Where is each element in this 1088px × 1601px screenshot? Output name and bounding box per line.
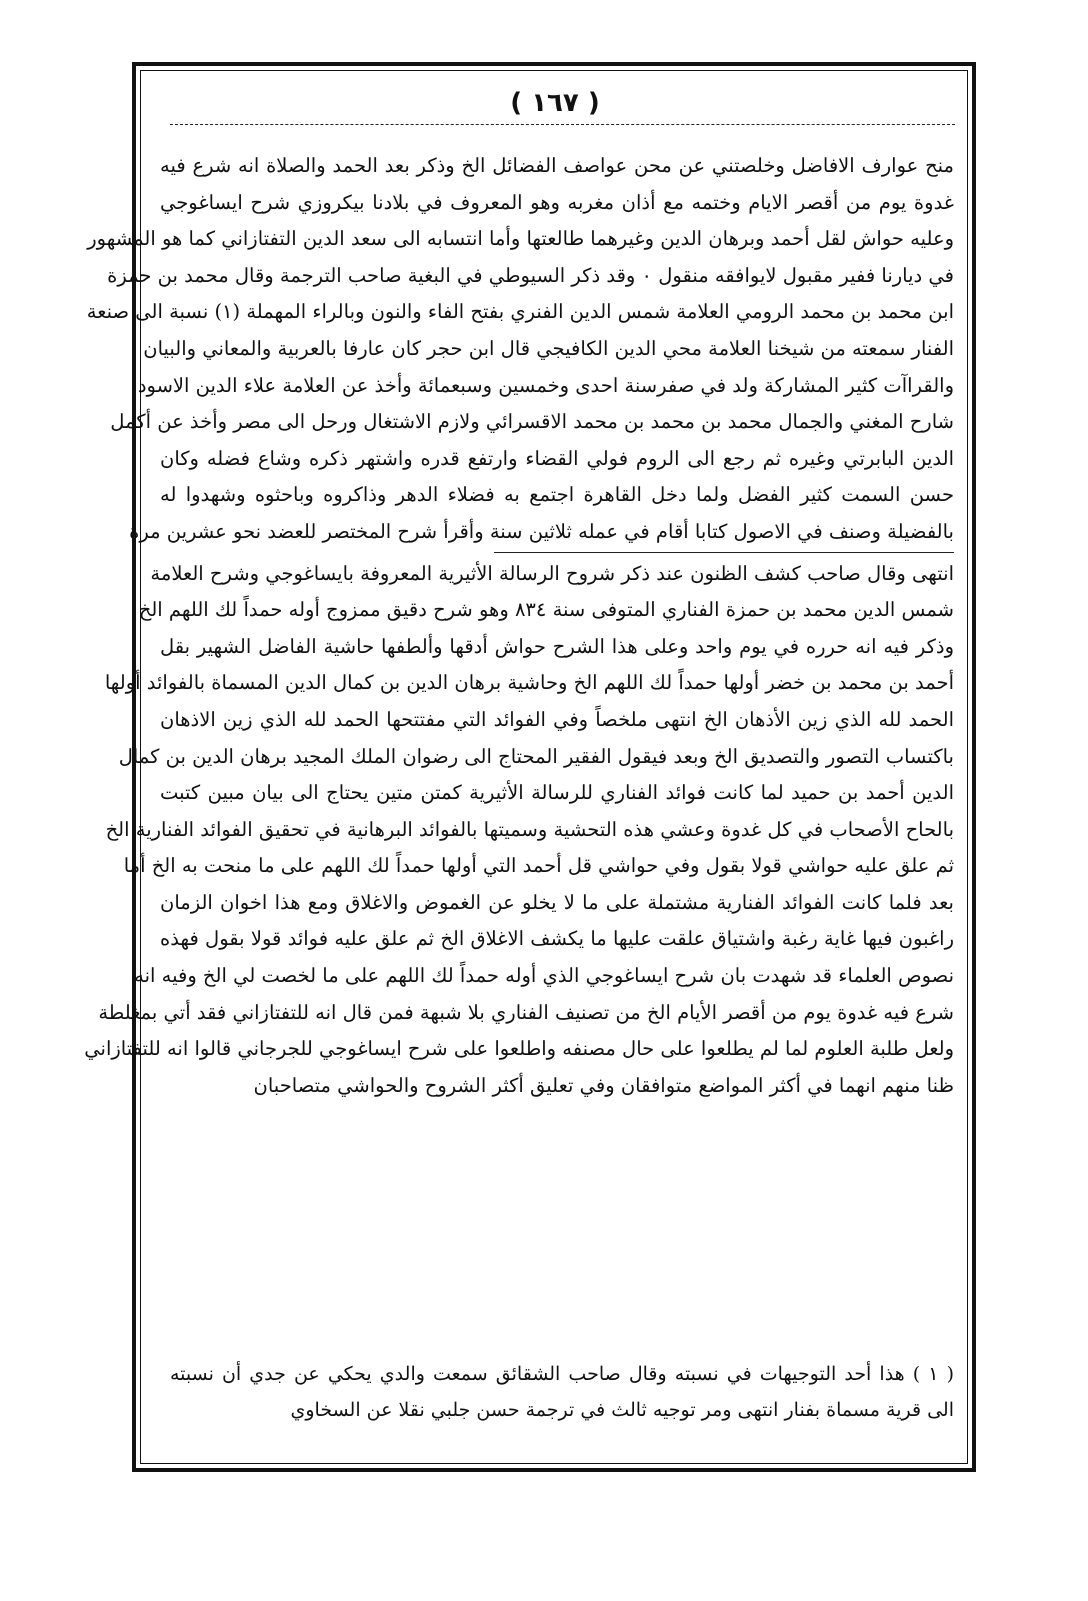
footnote-marker: ( ١ ) xyxy=(912,1363,955,1385)
text-line: بالحاح الأصحاب في كل غدوة وعشي هذه التحشية وسميتها بالفوائد البرهانية في تحقيق الفوائد الفنارية الخ xyxy=(105,817,954,841)
text-line: منح عوارف الافاضل وخلصتني عن محن عواصف الفضائل الخ وذكر بعد الحمد والصلاة انه شرع فيه xyxy=(160,154,954,177)
text-line: شارح المغني والجمال محمد بن محمد بن محمد الاقسرائي ولازم الاشتغال ورحل الى مصر وأخذ عن أكمل xyxy=(110,410,954,434)
text-line: انتهى وقال صاحب كشف الظنون عند ذكر شروح الرسالة الأثيرية المعروفة بايساغوجي وشرح العلامة xyxy=(150,561,954,585)
text-line: راغبون فيها غاية رغبة واشتياق علقت عليها ما يكشف الاغلاق الخ ثم علق عليه فوائد قولا بقول فهذه xyxy=(160,927,954,951)
text-line: الدين أحمد بن حميد لما كانت فوائد الفناري للرسالة الأثيرية كمتن متين يحتاج الى بيان مبين كتبت xyxy=(160,781,954,805)
text-line: شمس الدين محمد بن حمزة الفناري المتوفى سنة ٨٣٤ وهو شرح دقيق ممزوج أوله حمداً لك اللهم الخ xyxy=(138,598,954,622)
text-line: شرع فيه غدوة يوم من أقصر الأيام الخ من تصنيف الفناري بلا شبهة فمن قال انه للتفتازاني فقد أتي بمغلطة xyxy=(98,1000,954,1024)
text-line: الدين البابرتي وغيره ثم رجع الى الروم فولي القضاء وارتفع قدره واشتهر ذكره وشاع فضله وكان xyxy=(160,446,954,470)
section-divider xyxy=(494,552,954,553)
text-line: وعليه حواش لقل أحمد وبرهان الدين وغيرهما طالعتها وأما انتسابه الى سعد الدين التفتازاني كما هو المشهور xyxy=(87,227,954,251)
paragraph-biography xyxy=(86,148,954,551)
text-line: حسن السمت كثير الفضل ولما دخل القاهرة اجتمع به فضلاء الدهر وذاكروه وباحثوه وشهدوا له xyxy=(160,483,954,507)
footnote xyxy=(170,1356,954,1428)
footnote-text: هذا أحد التوجيهات في نسبته وقال صاحب الشقائق سمعت والدي يحكي عن جدي أن نسبته xyxy=(170,1363,905,1385)
text-line: في ديارنا ففير مقبول لايوافقه منقول ٠ وقد ذكر السيوطي في البغية صاحب الترجمة وقال محمد بن حمزة xyxy=(107,263,954,287)
text-line: ثم علق عليه حواشي قولا بقول وفي حواشي قل أحمد التي أولها حمداً لك اللهم على ما منحت به الخ أما xyxy=(123,854,954,878)
text-line: الحمد لله الذي زين الأذهان الخ انتهى ملخصاً وفي الفوائد التي مفتتحها الحمد لله الذي زين الاذهان xyxy=(160,707,954,731)
main-text xyxy=(84,148,954,1448)
text-line: أحمد بن محمد بن خضر أولها حمداً لك اللهم الخ وحاشية برهان الدين بن كمال الدين المسماة بالفوائد أولها xyxy=(104,671,954,695)
text-line: الفنار سمعته من شيخنا العلامة محي الدين الكافيجي قال ابن حجر كان عارفا بالعربية والمعاني والبيان xyxy=(143,336,954,360)
page-header xyxy=(160,84,950,122)
text-line: ظنا منهم انهما في أكثر المواضع متوافقان وفي تعليق أكثر الشروح والحواشي متصاحبان xyxy=(253,1073,954,1097)
text-line: بالفضيلة وصنف في الاصول كتابا أقام في عمله ثلاثين سنة وأقرأ شرح المختصر للعضد نحو عشرين مرة xyxy=(129,519,954,543)
text-line: وذكر فيه انه حرره في يوم واحد وعلى هذا الشرح حواش أدقها وألطفها حاشية الفاضل الشهير بقل xyxy=(160,634,954,658)
footnote-line: الى قرية مسماة بفنار انتهى ومر توجيه ثالث في ترجمة حسن جلبي نقلا عن السخاوي xyxy=(290,1399,954,1421)
text-line: باكتساب التصور والتصديق الخ وبعد فيقول الفقير المحتاج الى رضوان الملك المجيد برهان الدين بن كمال xyxy=(118,744,954,768)
text-line: بعد فلما كانت الفوائد الفنارية مشتملة على ما لا يخلو عن الغموض والاغلاق ومع هذا اخوان الزمان xyxy=(160,890,954,914)
footnote-line xyxy=(170,1356,954,1392)
text-line: ابن محمد بن محمد الرومي العلامة شمس الدين الفنري بفتح الفاء والنون وبالراء المهملة (١) نسبة الى صنعة xyxy=(86,300,954,324)
header-rule xyxy=(170,124,955,125)
page-number: ( ١٦٧ ) xyxy=(510,88,600,118)
text-line: والقراآت كثير المشاركة ولد في صفرسنة احدى وخمسين وسبعمائة وأخذ عن العلامة علاء الدين الاسود xyxy=(137,373,954,397)
text-line: ولعل طلبة العلوم لما لم يطلعوا على حال مصنفه واطلعوا على شرح ايساغوجي للجرجاني قالوا انه للتفتازاني xyxy=(84,1037,954,1061)
paragraph-kashf-al-zunun xyxy=(84,556,954,1105)
text-line: غدوة يوم من أقصر الايام وختمه مع أذان مغربه وهو المعروف في بلادنا بيكروزي شرح ايساغوجي xyxy=(160,190,954,214)
text-line: نصوص العلماء قد شهدت بان شرح ايساغوجي الذي أوله حمداً لك اللهم على ما لخصت لي الخ وفيه انه xyxy=(134,964,954,988)
